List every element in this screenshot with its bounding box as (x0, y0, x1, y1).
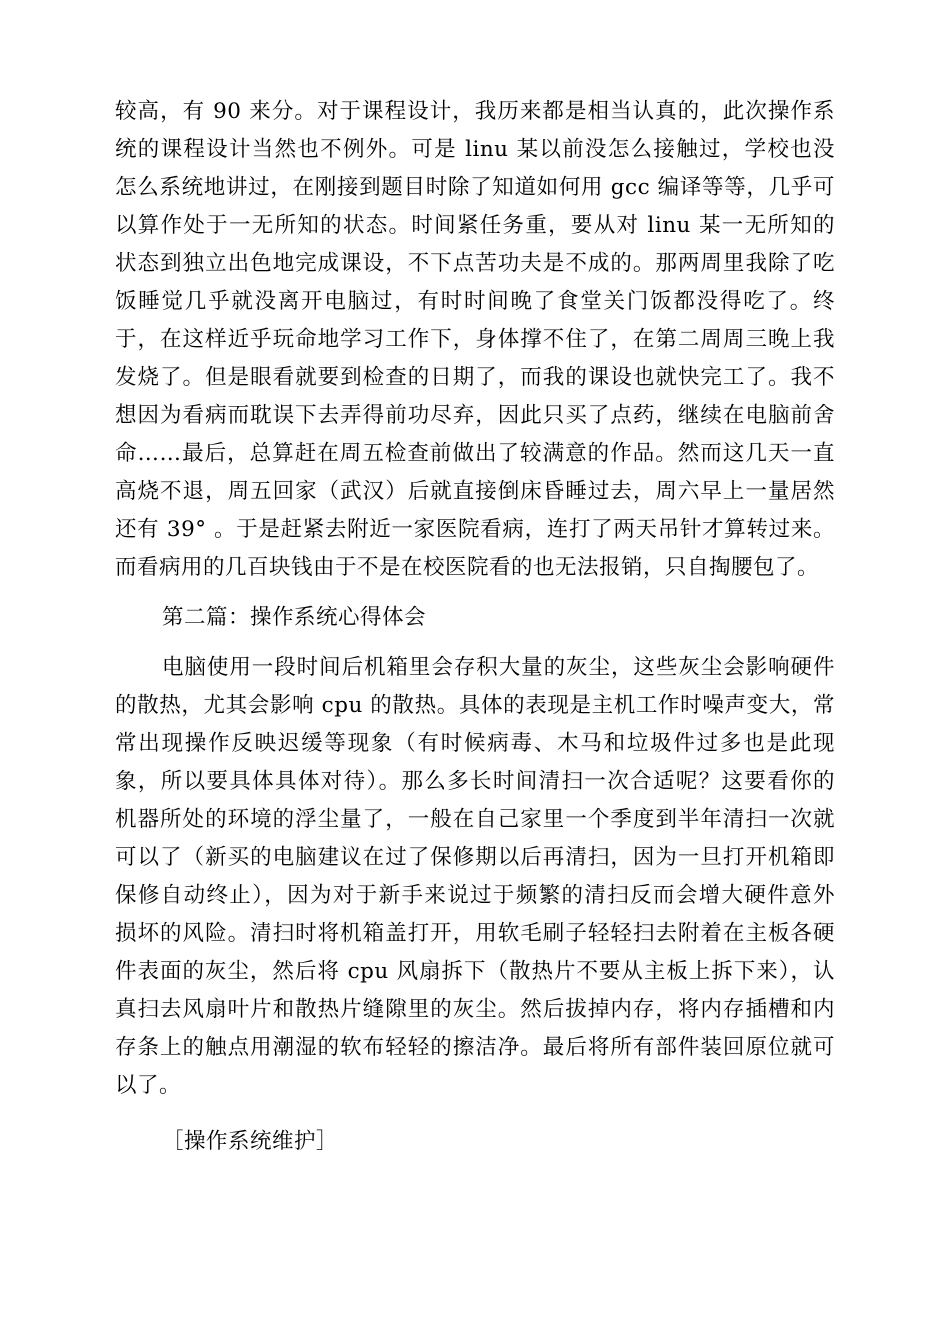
paragraph-2-line: 常出现操作反映迟缓等现象（有时候病毒、木马和垃圾件过多也是此现 (115, 731, 835, 756)
paragraph-2-line: 电脑使用一段时间后机箱里会存积大量的灰尘，这些灰尘会影响硬件 (162, 655, 835, 680)
paragraph-1-line: 而看病用的几百块钱由于不是在校医院看的也无法报销，只自掏腰包了。 (115, 555, 820, 580)
paragraph-2-line: 真扫去风扇叶片和散热片缝隙里的灰尘。然后拔掉内存，将内存插槽和内 (115, 997, 835, 1022)
paragraph-1-line: 以算作处于一无所知的状态。时间紧任务重，要从对 linu 某一无所知的 (115, 213, 835, 238)
paragraph-2-line: 存条上的触点用潮湿的软布轻轻的擦洁净。最后将所有部件装回原位就可 (115, 1035, 835, 1060)
paragraph-2-line: 机器所处的环境的浮尘量了，一般在自己家里一个季度到半年清扫一次就 (115, 807, 835, 832)
paragraph-2-line: 可以了（新买的电脑建议在过了保修期以后再清扫，因为一旦打开机箱即 (115, 845, 835, 870)
paragraph-2 (115, 649, 835, 1105)
section-label-text: ［操作系统维护］ (162, 1129, 339, 1154)
paragraph-2-line: 以了。 (115, 1073, 182, 1098)
paragraph-1-line: 怎么系统地讲过，在刚接到题目时除了知道如何用 gcc 编译等等，几乎可 (115, 175, 835, 200)
paragraph-1-line: 状态到独立出色地完成课设，不下点苦功夫是不成的。那两周里我除了吃 (115, 251, 835, 276)
section-label (115, 1123, 835, 1161)
section-heading-2 (115, 599, 835, 637)
paragraph-1-line: 较高，有 90 来分。对于课程设计，我历来都是相当认真的，此次操作系 (115, 99, 835, 124)
paragraph-1-line: 于，在这样近乎玩命地学习工作下，身体撑不住了，在第二周周三晚上我 (115, 327, 835, 352)
paragraph-1-line: 高烧不退，周五回家（武汉）后就直接倒床昏睡过去，周六早上一量居然 (115, 479, 835, 504)
paragraph-1-line: 想因为看病而耽误下去弄得前功尽弃，因此只买了点药，继续在电脑前舍 (115, 403, 835, 428)
paragraph-1-line: 还有 39° 。于是赶紧去附近一家医院看病，连打了两天吊针才算转过来。 (115, 517, 835, 542)
paragraph-1-line: 饭睡觉几乎就没离开电脑过，有时时间晚了食堂关门饭都没得吃了。终 (115, 289, 835, 314)
paragraph-2-line: 的散热，尤其会影响 cpu 的散热。具体的表现是主机工作时噪声变大，常 (115, 693, 835, 718)
paragraph-1-line: 统的课程设计当然也不例外。可是 linu 某以前没怎么接触过，学校也没 (115, 137, 835, 162)
document-page (115, 93, 835, 1161)
paragraph-1-line: 发烧了。但是眼看就要到检查的日期了，而我的课设也就快完工了。我不 (115, 365, 835, 390)
paragraph-2-line: 保修自动终止），因为对于新手来说过于频繁的清扫反而会增大硬件意外 (115, 883, 835, 908)
paragraph-1-line: 命……最后，总算赶在周五检查前做出了较满意的作品。然而这几天一直 (115, 441, 835, 466)
heading-2-text: 第二篇：操作系统心得体会 (162, 605, 427, 630)
paragraph-1 (115, 93, 835, 587)
paragraph-2-line: 损坏的风险。清扫时将机箱盖打开，用软毛刷子轻轻扫去附着在主板各硬 (115, 921, 835, 946)
paragraph-2-line: 象，所以要具体具体对待）。那么多长时间清扫一次合适呢？这要看你的 (115, 769, 835, 794)
paragraph-2-line: 件表面的灰尘，然后将 cpu 风扇拆下（散热片不要从主板上拆下来），认 (115, 959, 835, 984)
